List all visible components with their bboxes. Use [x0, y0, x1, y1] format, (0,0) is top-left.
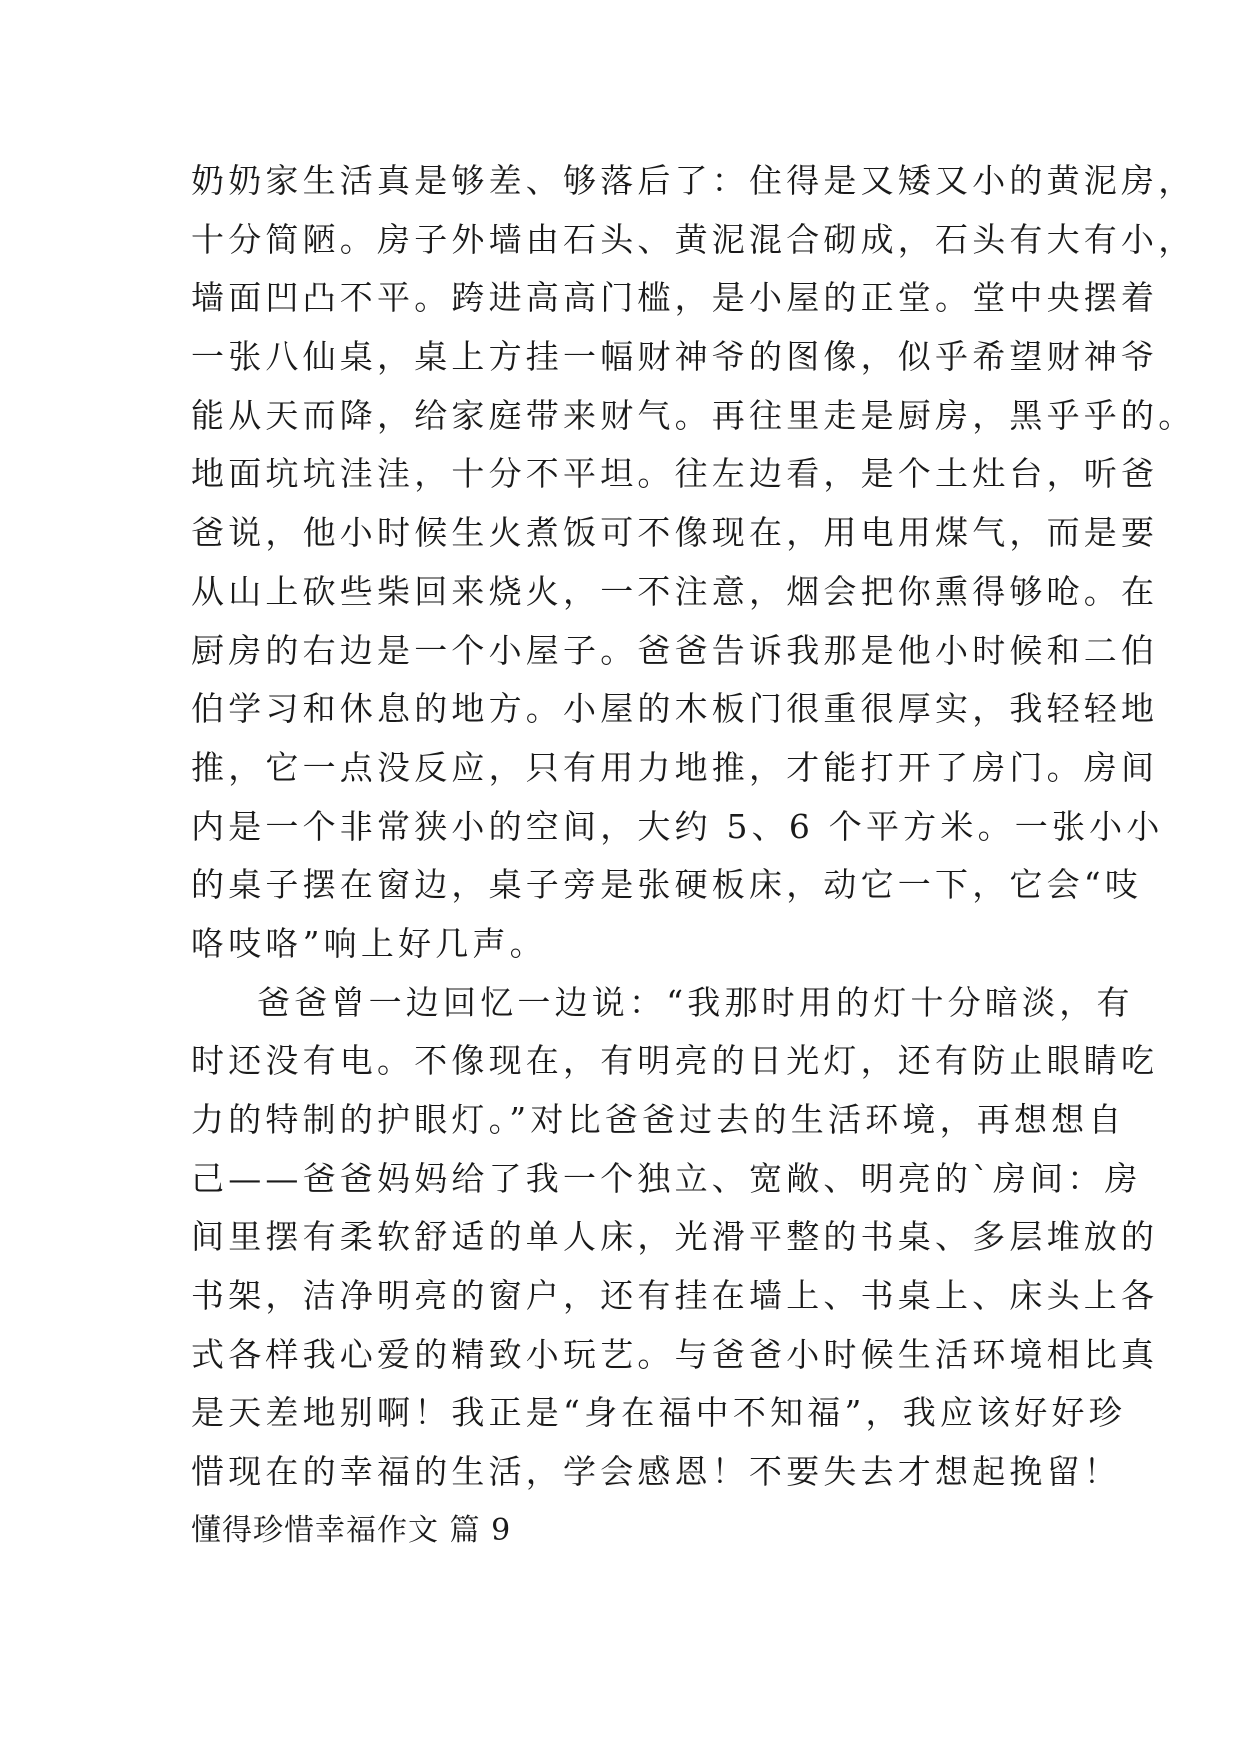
text-line: 一张八仙桌，桌上方挂一幅财神爷的图像，似乎希望财神爷 — [191, 337, 1159, 377]
text-line: 十分简陋。房子外墙由石头、黄泥混合砌成，石头有大有小， — [191, 219, 1196, 259]
text-line: 惜现在的幸福的生活，学会感恩！不要失去才想起挽留！ — [191, 1452, 1121, 1492]
text-line: 地面坑坑洼洼，十分不平坦。往左边看，是个土灶台，听爸 — [191, 454, 1159, 494]
text-line: 是天差地别啊！我正是“身在福中不知福”，我应该好好珍 — [191, 1393, 1126, 1433]
text-line: 能从天而降，给家庭带来财气。再往里走是厨房，黑乎乎的。 — [191, 395, 1196, 435]
text-line: 奶奶家生活真是够差、够落后了：住得是又矮又小的黄泥房， — [191, 161, 1196, 200]
text-line: 式各样我心爱的精致小玩艺。与爸爸小时候生活环境相比真 — [191, 1334, 1159, 1374]
text-line: 从山上砍些柴回来烧火，一不注意，烟会把你熏得够呛。在 — [191, 571, 1159, 611]
text-line: 爸爸曾一边回忆一边说：“我那时用的灯十分暗淡，有 — [257, 982, 1134, 1022]
text-line: 厨房的右边是一个小屋子。爸爸告诉我那是他小时候和二伯 — [191, 630, 1159, 670]
text-line: 的桌子摆在窗边，桌子旁是张硬板床，动它一下，它会“吱 — [191, 865, 1143, 905]
section-title: 懂得珍惜幸福作文 篇 9 — [191, 1512, 512, 1548]
paragraph-2 — [191, 982, 1159, 1492]
text-line: 时还没有电。不像现在，有明亮的日光灯，还有防止眼睛吃 — [191, 1041, 1159, 1081]
text-line: 内是一个非常狭小的空间，大约 5、6 个平方米。一张小小 — [191, 806, 1164, 846]
document-page — [191, 161, 1196, 1550]
text-line: 己——爸爸妈妈给了我一个独立、宽敞、明亮的`房间：房 — [191, 1158, 1142, 1198]
text-line: 爸说，他小时候生火煮饭可不像现在，用电用煤气，而是要 — [191, 513, 1159, 553]
text-line: 推，它一点没反应，只有用力地推，才能打开了房门。房间 — [191, 747, 1159, 787]
text-line: 间里摆有柔软舒适的单人床，光滑平整的书桌、多层堆放的 — [191, 1217, 1159, 1257]
text-line: 书架，洁净明亮的窗户，还有挂在墙上、书桌上、床头上各 — [191, 1276, 1159, 1316]
text-line: 咯吱咯”响上好几声。 — [191, 923, 547, 963]
paragraph-1 — [191, 161, 1196, 963]
text-line: 力的特制的护眼灯。”对比爸爸过去的生活环境，再想想自 — [191, 1100, 1126, 1139]
text-line: 墙面凹凸不平。跨进高高门槛，是小屋的正堂。堂中央摆着 — [191, 278, 1159, 318]
text-line: 伯学习和休息的地方。小屋的木板门很重很厚实，我轻轻地 — [191, 689, 1159, 729]
